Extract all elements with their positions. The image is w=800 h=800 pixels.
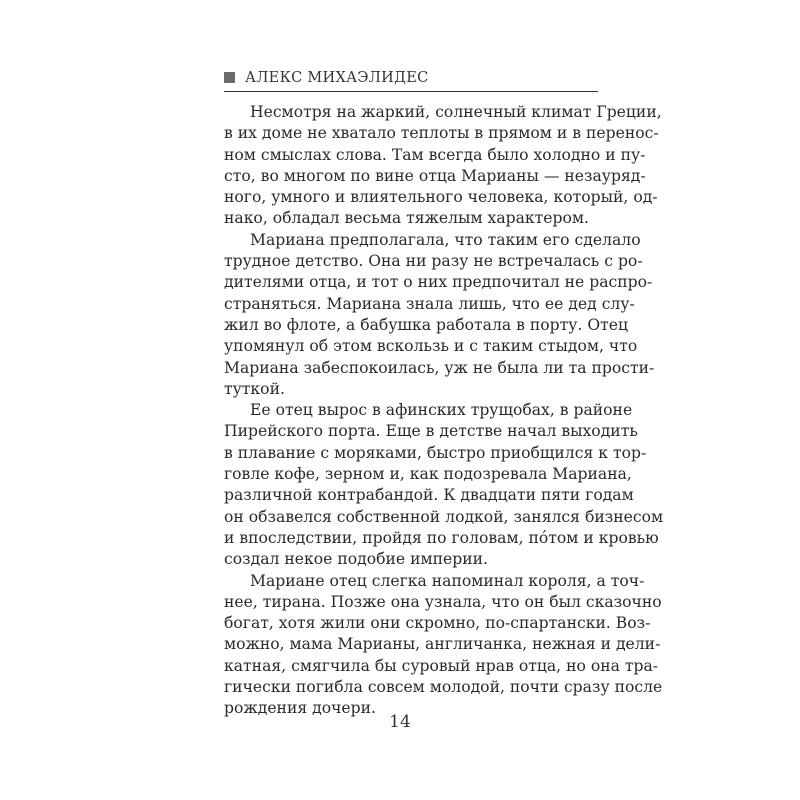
paragraph (224, 102, 662, 230)
paragraph (224, 571, 663, 720)
text-line: катная, смягчила бы суровый нрав отца, но она тра- (224, 656, 659, 675)
text-line: туткой. (224, 379, 285, 398)
text-line: различной контрабандой. К двадцати пяти годам (224, 486, 634, 505)
author-name: АЛЕКС МИХАЭЛИДЕС (245, 69, 429, 86)
text-line: трудное детство. Она ни разу не встречалась с ро- (224, 252, 643, 271)
text-line: гически погибла совсем молодой, почти сразу после (224, 678, 663, 697)
text-line: ном смыслах слова. Там всегда было холодно и пу- (224, 145, 646, 164)
running-header (224, 66, 598, 92)
text-line: рождения дочери. (224, 699, 376, 718)
text-line: ного, умного и влиятельного человека, который, од- (224, 188, 658, 207)
page-number: 14 (389, 712, 411, 732)
paragraph (224, 230, 655, 400)
text-line: и впоследствии, пройдя по головам, по́том и кровью (224, 528, 659, 547)
text-line: можно, мама Марианы, англичанка, нежная и дели- (224, 635, 661, 654)
text-line: страняться. Мариана знала лишь, что ее дед слу- (224, 294, 635, 313)
text-line: упомянул об этом вскользь и с таким стыдом, что (224, 337, 638, 356)
text-line: он обзавелся собственной лодкой, занялся бизнесом (224, 507, 664, 526)
text-line: нако, обладал весьма тяжелым характером. (224, 209, 589, 228)
text-line: богат, хотя жили они скромно, по-спартански. Воз- (224, 614, 651, 633)
header-square-icon (224, 72, 235, 83)
text-line: сто, во многом по вине отца Марианы — незауряд- (224, 166, 646, 185)
text-line: нее, тирана. Позже она узнала, что он был сказочно (224, 592, 662, 611)
text-line: в плавание с моряками, быстро приобщился к тор- (224, 443, 647, 462)
paragraph (224, 400, 664, 570)
text-line: Ее отец вырос в афинских трущобах, в районе (250, 401, 633, 420)
text-line: Пирейского порта. Еще в детстве начал выходить (224, 422, 638, 441)
text-line: говле кофе, зерном и, как подозревала Мариана, (224, 465, 632, 484)
text-line: Мариане отец слегка напоминал короля, а точ- (250, 571, 645, 590)
text-line: создал некое подобие империи. (224, 550, 488, 569)
page-body-text (224, 102, 664, 720)
text-line: Несмотря на жаркий, солнечный климат Греции, (250, 103, 662, 121)
text-line: Мариана забеспокоилась, уж не была ли та прости- (224, 358, 655, 377)
text-line: в их доме не хватало теплоты в прямом и в перенос- (224, 124, 659, 143)
text-line: Мариана предполагала, что таким его сделало (250, 230, 641, 249)
text-line: жил во флоте, а бабушка работала в порту. Отец (224, 315, 629, 334)
text-line: дителями отца, и тот о них предпочитал не распро- (224, 273, 653, 292)
